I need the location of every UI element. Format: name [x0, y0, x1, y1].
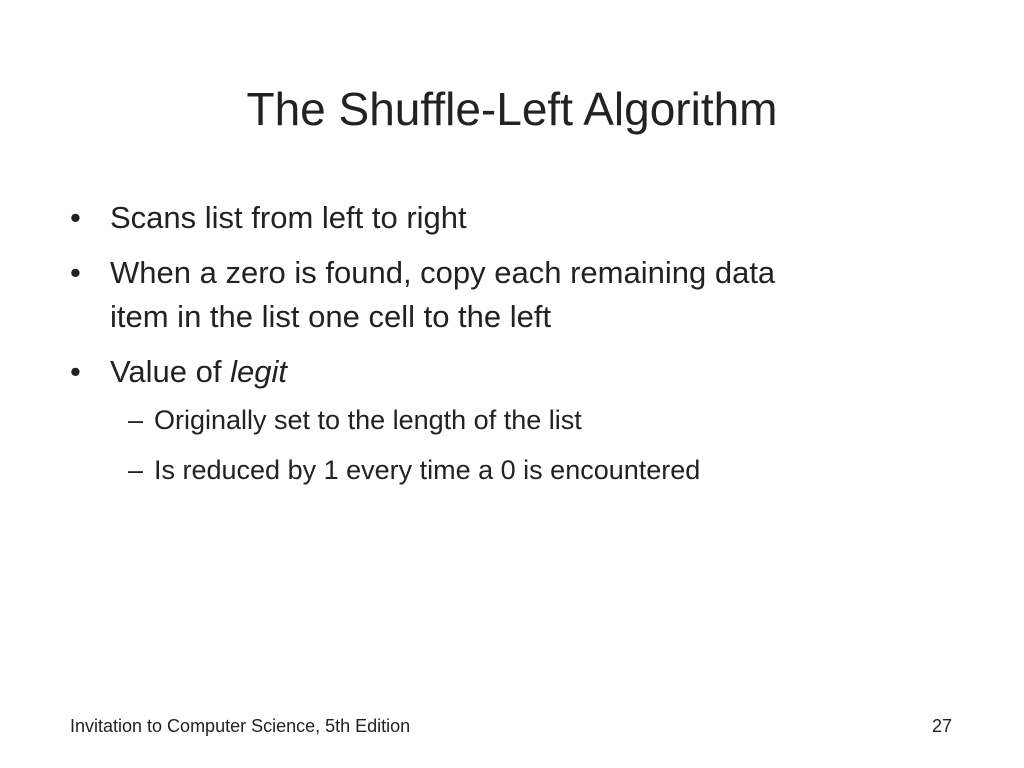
bullet-item [70, 350, 950, 394]
sub-bullet-symbol: – [128, 455, 144, 485]
bullet-symbol: • [70, 255, 81, 290]
sub-bullet-item [70, 451, 950, 489]
bullet-text: Scans list from left to right [110, 200, 467, 235]
footer-source: Invitation to Computer Science, 5th Edition [70, 716, 411, 736]
sub-bullet-text: Is reduced by 1 every time a 0 is encountered [154, 455, 701, 485]
bullet-text-emphasis: legit [230, 354, 287, 389]
bullet-text-line-1: When a zero is found, copy each remaining data [110, 255, 776, 290]
sub-bullet-symbol: – [128, 405, 144, 435]
bullet-item [70, 251, 950, 339]
sub-bullet-text: Originally set to the length of the list [154, 405, 582, 435]
slide-title: The Shuffle-Left Algorithm [246, 83, 778, 135]
page-number: 27 [931, 716, 952, 736]
sub-bullet-list [70, 401, 950, 489]
bullet-list [70, 196, 950, 501]
bullet-symbol: • [70, 354, 81, 389]
bullet-text-prefix: Value of [110, 354, 231, 389]
sub-bullet-item [70, 401, 950, 439]
bullet-text [110, 350, 950, 394]
bullet-symbol: • [70, 200, 81, 235]
bullet-text-line-2: item in the list one cell to the left [110, 299, 552, 334]
bullet-item [70, 196, 950, 240]
